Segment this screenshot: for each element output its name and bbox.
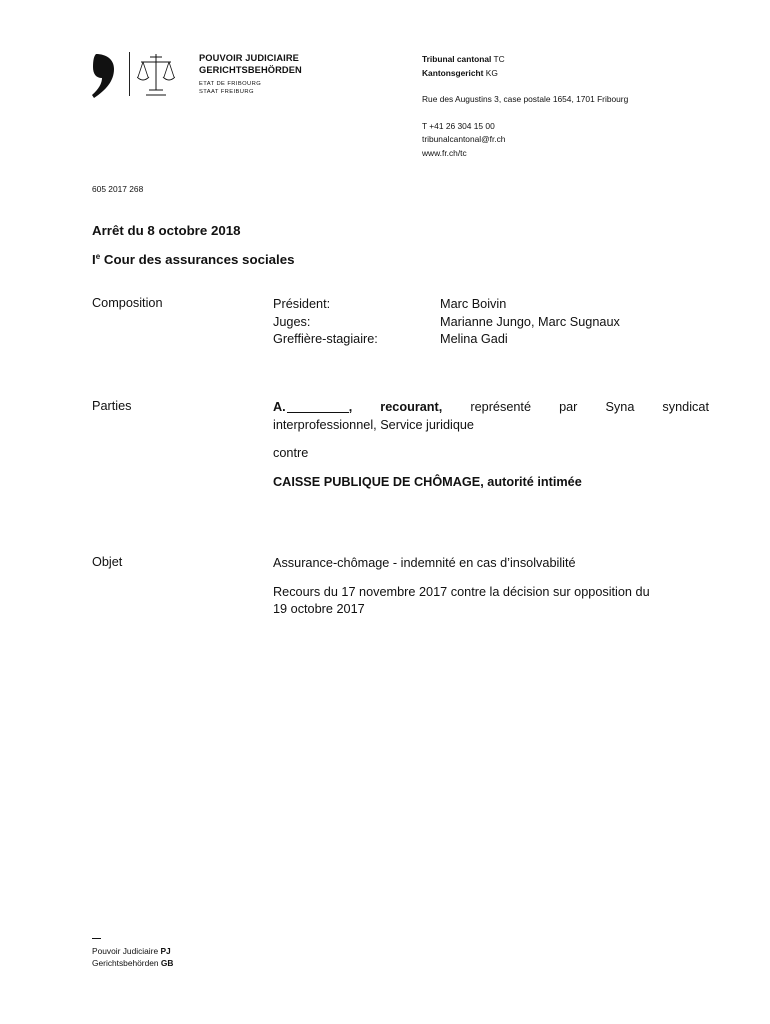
role-president: Président: [273,297,331,311]
page-footer [92,933,173,969]
state-name-de: STAAT FREIBURG [199,88,254,95]
objet-label: Objet [92,555,123,569]
name-president: Marc Boivin [440,297,507,311]
role-clerk: Greffière-stagiaire: [273,332,378,346]
versus-text: contre [273,446,309,460]
appellant-role: recourant, [380,400,443,414]
org-name-fr: POUVOIR JUDICIAIRE [199,53,299,63]
parties-label: Parties [92,399,132,413]
logo-text [199,52,302,96]
court-email[interactable]: tribunalcantonal@fr.ch [422,134,506,144]
name-judges: Marianne Jungo, Marc Sugnaux [440,314,620,329]
role-judges: Juges: [273,314,311,329]
footer-line-2: Gerichtsbehörden GB [92,958,174,968]
comma-mark-icon [92,52,118,98]
scales-of-justice-icon [137,53,175,97]
contact-block [422,53,628,160]
footer-line-1: Pouvoir Judiciaire PJ [92,946,171,956]
court-website[interactable]: www.fr.ch/tc [422,147,467,158]
court-phone: T +41 26 304 15 00 [422,120,495,131]
appellant-line [273,399,709,417]
court-address: Rue des Augustins 3, case postale 1654, 1701 Fribourg [422,94,629,104]
letterhead-logo [92,50,332,100]
court-name-de: Kantonsgericht KG [422,67,498,78]
court-section-title: Ie Cour des assurances sociales [92,252,295,267]
file-number: 605 2017 268 [92,184,144,194]
state-name-fr: ETAT DE FRIBOURG [199,81,262,87]
composition-label: Composition [92,296,163,310]
representative-continuation: interprofessionnel, Service juridique [273,417,474,432]
word-syna: Syna [605,400,635,414]
appellant-name: A. , [273,400,353,414]
parties-content [273,399,709,491]
objet-subject: Assurance-chômage - indemnité en cas d’insolvabilité [273,556,576,570]
word-represented: représenté [470,400,532,414]
logo-divider [129,52,130,96]
redacted-name-line [287,399,349,413]
name-clerk: Melina Gadi [440,332,508,346]
org-name-de: GERICHTSBEHÖRDEN [199,65,302,75]
footer-dash [92,938,101,939]
objet-content [273,555,709,619]
word-union: syndicat [662,400,709,414]
appeal-line-2: 19 octobre 2017 [273,602,365,616]
composition-names [440,296,620,349]
word-by: par [559,400,578,414]
appeal-line-1: Recours du 17 novembre 2017 contre la décision sur opposition du [273,584,650,599]
court-name-fr: Tribunal cantonal TC [422,54,505,64]
decision-title: Arrêt du 8 octobre 2018 [92,223,241,238]
respondent-name: CAISSE PUBLIQUE DE CHÔMAGE, autorité intimée [273,474,582,489]
